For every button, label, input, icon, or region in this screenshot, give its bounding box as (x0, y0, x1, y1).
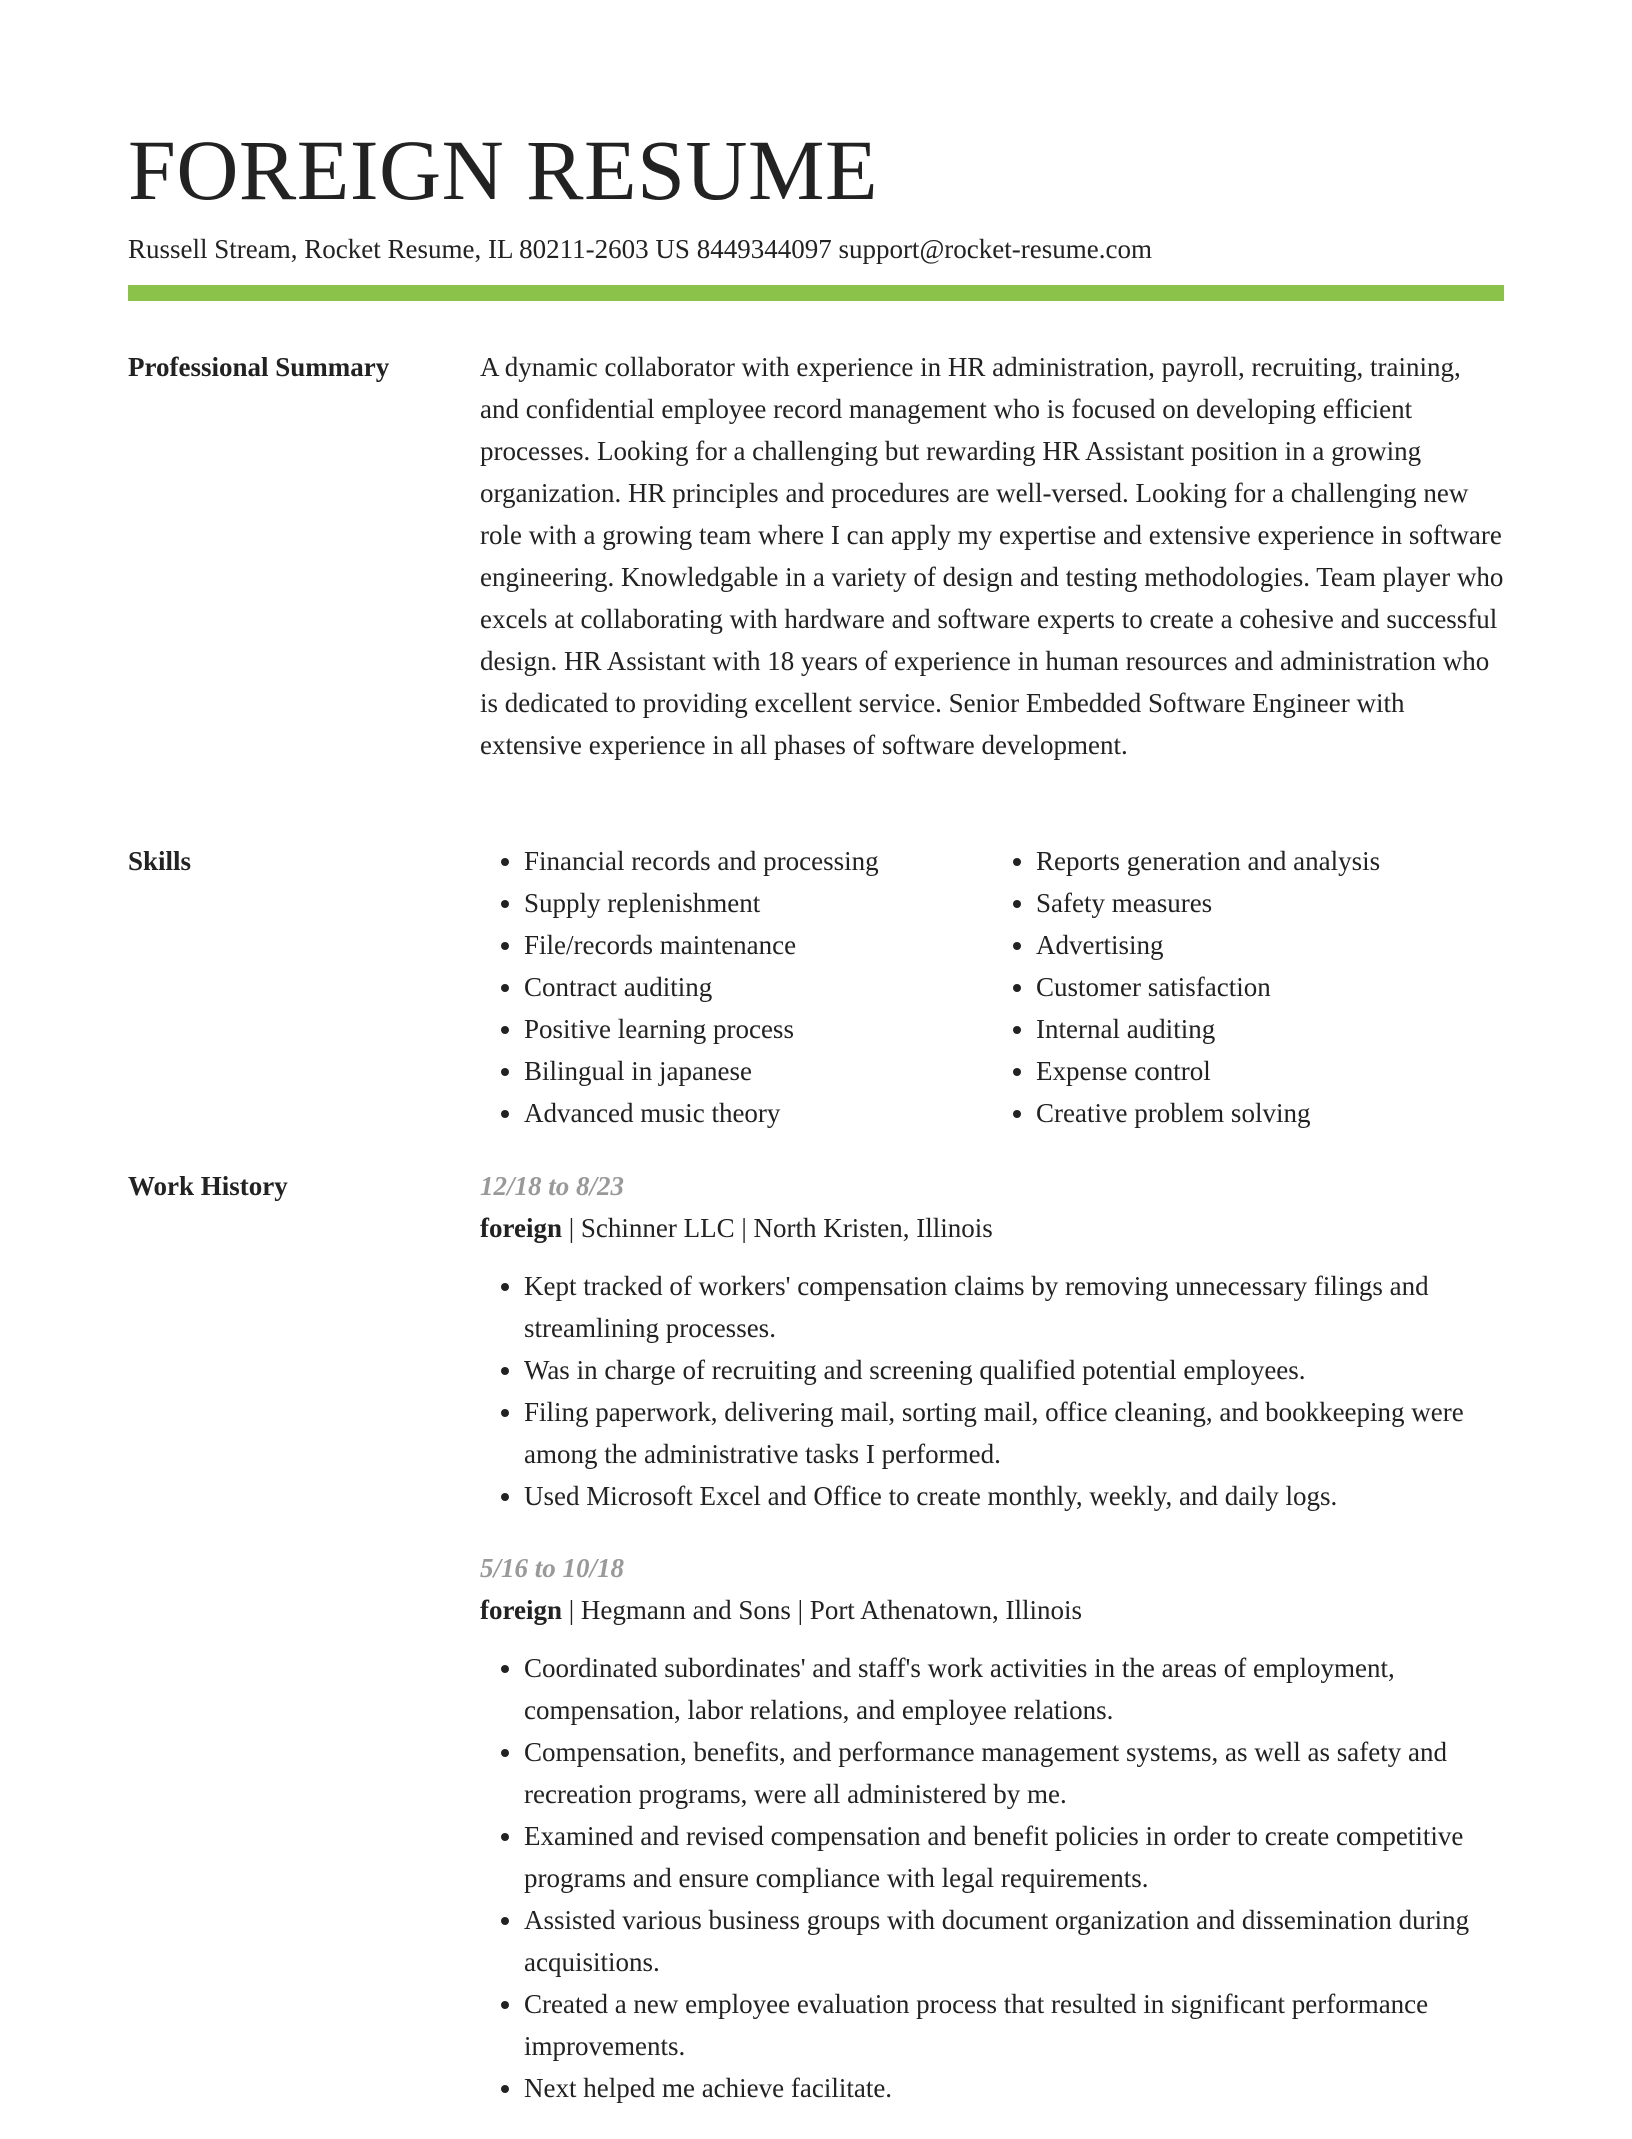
skills-columns (480, 840, 1504, 1134)
work-heading: Work History (128, 1171, 288, 1201)
skills-list-left (480, 840, 992, 1134)
job-header (480, 1589, 1504, 1631)
skill-item: • Reports generation and analysis (1036, 840, 1504, 882)
job-separator: | (797, 1595, 810, 1625)
job-separator: | (741, 1213, 754, 1243)
skill-item: • Contract auditing (524, 966, 992, 1008)
job-bullet: • Created a new employee evaluation process that resulted in significant performance improvements. (524, 1983, 1504, 2067)
job-company: Schinner LLC (580, 1213, 735, 1243)
job-title: foreign (480, 1213, 562, 1243)
job-location: North Kristen, Illinois (753, 1213, 993, 1243)
header-divider (128, 285, 1504, 301)
job-bullet: • Assisted various business groups with document organization and dissemination during acquisitions. (524, 1899, 1504, 1983)
job-dates: 5/16 to 10/18 (480, 1553, 625, 1583)
skills-heading: Skills (128, 846, 192, 876)
skill-item: • Expense control (1036, 1050, 1504, 1092)
job-bullet: • Coordinated subordinates' and staff's work activities in the areas of employment, compensation, labor relations, and employee relations. (524, 1647, 1504, 1731)
contact-phone: 8449344097 (696, 234, 832, 264)
job-header (480, 1207, 1504, 1249)
skill-item: • Financial records and processing (524, 840, 992, 882)
job-separator: | (568, 1595, 581, 1625)
work-body (480, 1165, 1504, 2139)
skill-item: • Bilingual in japanese (524, 1050, 992, 1092)
job-bullet: • Used Microsoft Excel and Office to create monthly, weekly, and daily logs. (524, 1475, 1504, 1517)
skill-item: • Supply replenishment (524, 882, 992, 924)
job-bullet: • Was in charge of recruiting and screening qualified potential employees. (524, 1349, 1504, 1391)
job-bullets (480, 1647, 1504, 2109)
job-entry (480, 1165, 1504, 1517)
job-bullet: • Kept tracked of workers' compensation claims by removing unnecessary filings and streamlining processes. (524, 1265, 1504, 1349)
job-bullet: • Examined and revised compensation and benefit policies in order to create competitive programs and ensure compliance with legal requirements. (524, 1815, 1504, 1899)
job-bullet: • Compensation, benefits, and performance management systems, as well as safety and recreation programs, were all administered by me. (524, 1731, 1504, 1815)
summary-body (480, 346, 1504, 766)
job-bullet: • Next helped me achieve facilitate. (524, 2067, 1504, 2109)
job-company: Hegmann and Sons (580, 1595, 791, 1625)
job-title: foreign (480, 1595, 562, 1625)
job-entry (480, 1547, 1504, 2109)
summary-heading: Professional Summary (128, 352, 390, 382)
contact-email: support@rocket-resume.com (838, 234, 1152, 264)
job-bullets (480, 1265, 1504, 1517)
skill-item: • Advertising (1036, 924, 1504, 966)
job-location: Port Athenatown, Illinois (809, 1595, 1083, 1625)
summary-text: A dynamic collaborator with experience in HR administration, payroll, recruiting, training, and confidential employee record management who is focused on developing efficient processes. Looking for a challenging but rewarding HR Assistant position in a growing organization. HR principles and procedures are well-versed. Looking for a challenging new role with a growing team where I can apply my expertise and extensive experience in software engineering. Knowledgable in a variety of design and testing methodologies. Team player who excels at collaborating with hardware and software experts to create a cohesive and successful design. HR Assistant with 18 years of experience in human resources and administration who is dedicated to providing excellent service. Senior Embedded Software Engineer with extensive experience in all phases of software development. (480, 352, 1504, 760)
contact-address: Russell Stream, Rocket Resume, IL 80211-2603 US (128, 234, 690, 264)
contact-info (128, 230, 1152, 268)
skill-item: • File/records maintenance (524, 924, 992, 966)
skill-item: • Positive learning process (524, 1008, 992, 1050)
skill-item: • Internal auditing (1036, 1008, 1504, 1050)
skill-item: • Creative problem solving (1036, 1092, 1504, 1134)
skills-body (480, 840, 1504, 1134)
skill-item: • Safety measures (1036, 882, 1504, 924)
job-dates: 12/18 to 8/23 (480, 1171, 625, 1201)
skills-list-right (992, 840, 1504, 1134)
job-bullet: • Filing paperwork, delivering mail, sorting mail, office cleaning, and bookkeeping were among the administrative tasks I performed. (524, 1391, 1504, 1475)
job-separator: | (568, 1213, 581, 1243)
skill-item: • Advanced music theory (524, 1092, 992, 1134)
skill-item: • Customer satisfaction (1036, 966, 1504, 1008)
resume-name: FOREIGN RESUME (128, 122, 879, 218)
